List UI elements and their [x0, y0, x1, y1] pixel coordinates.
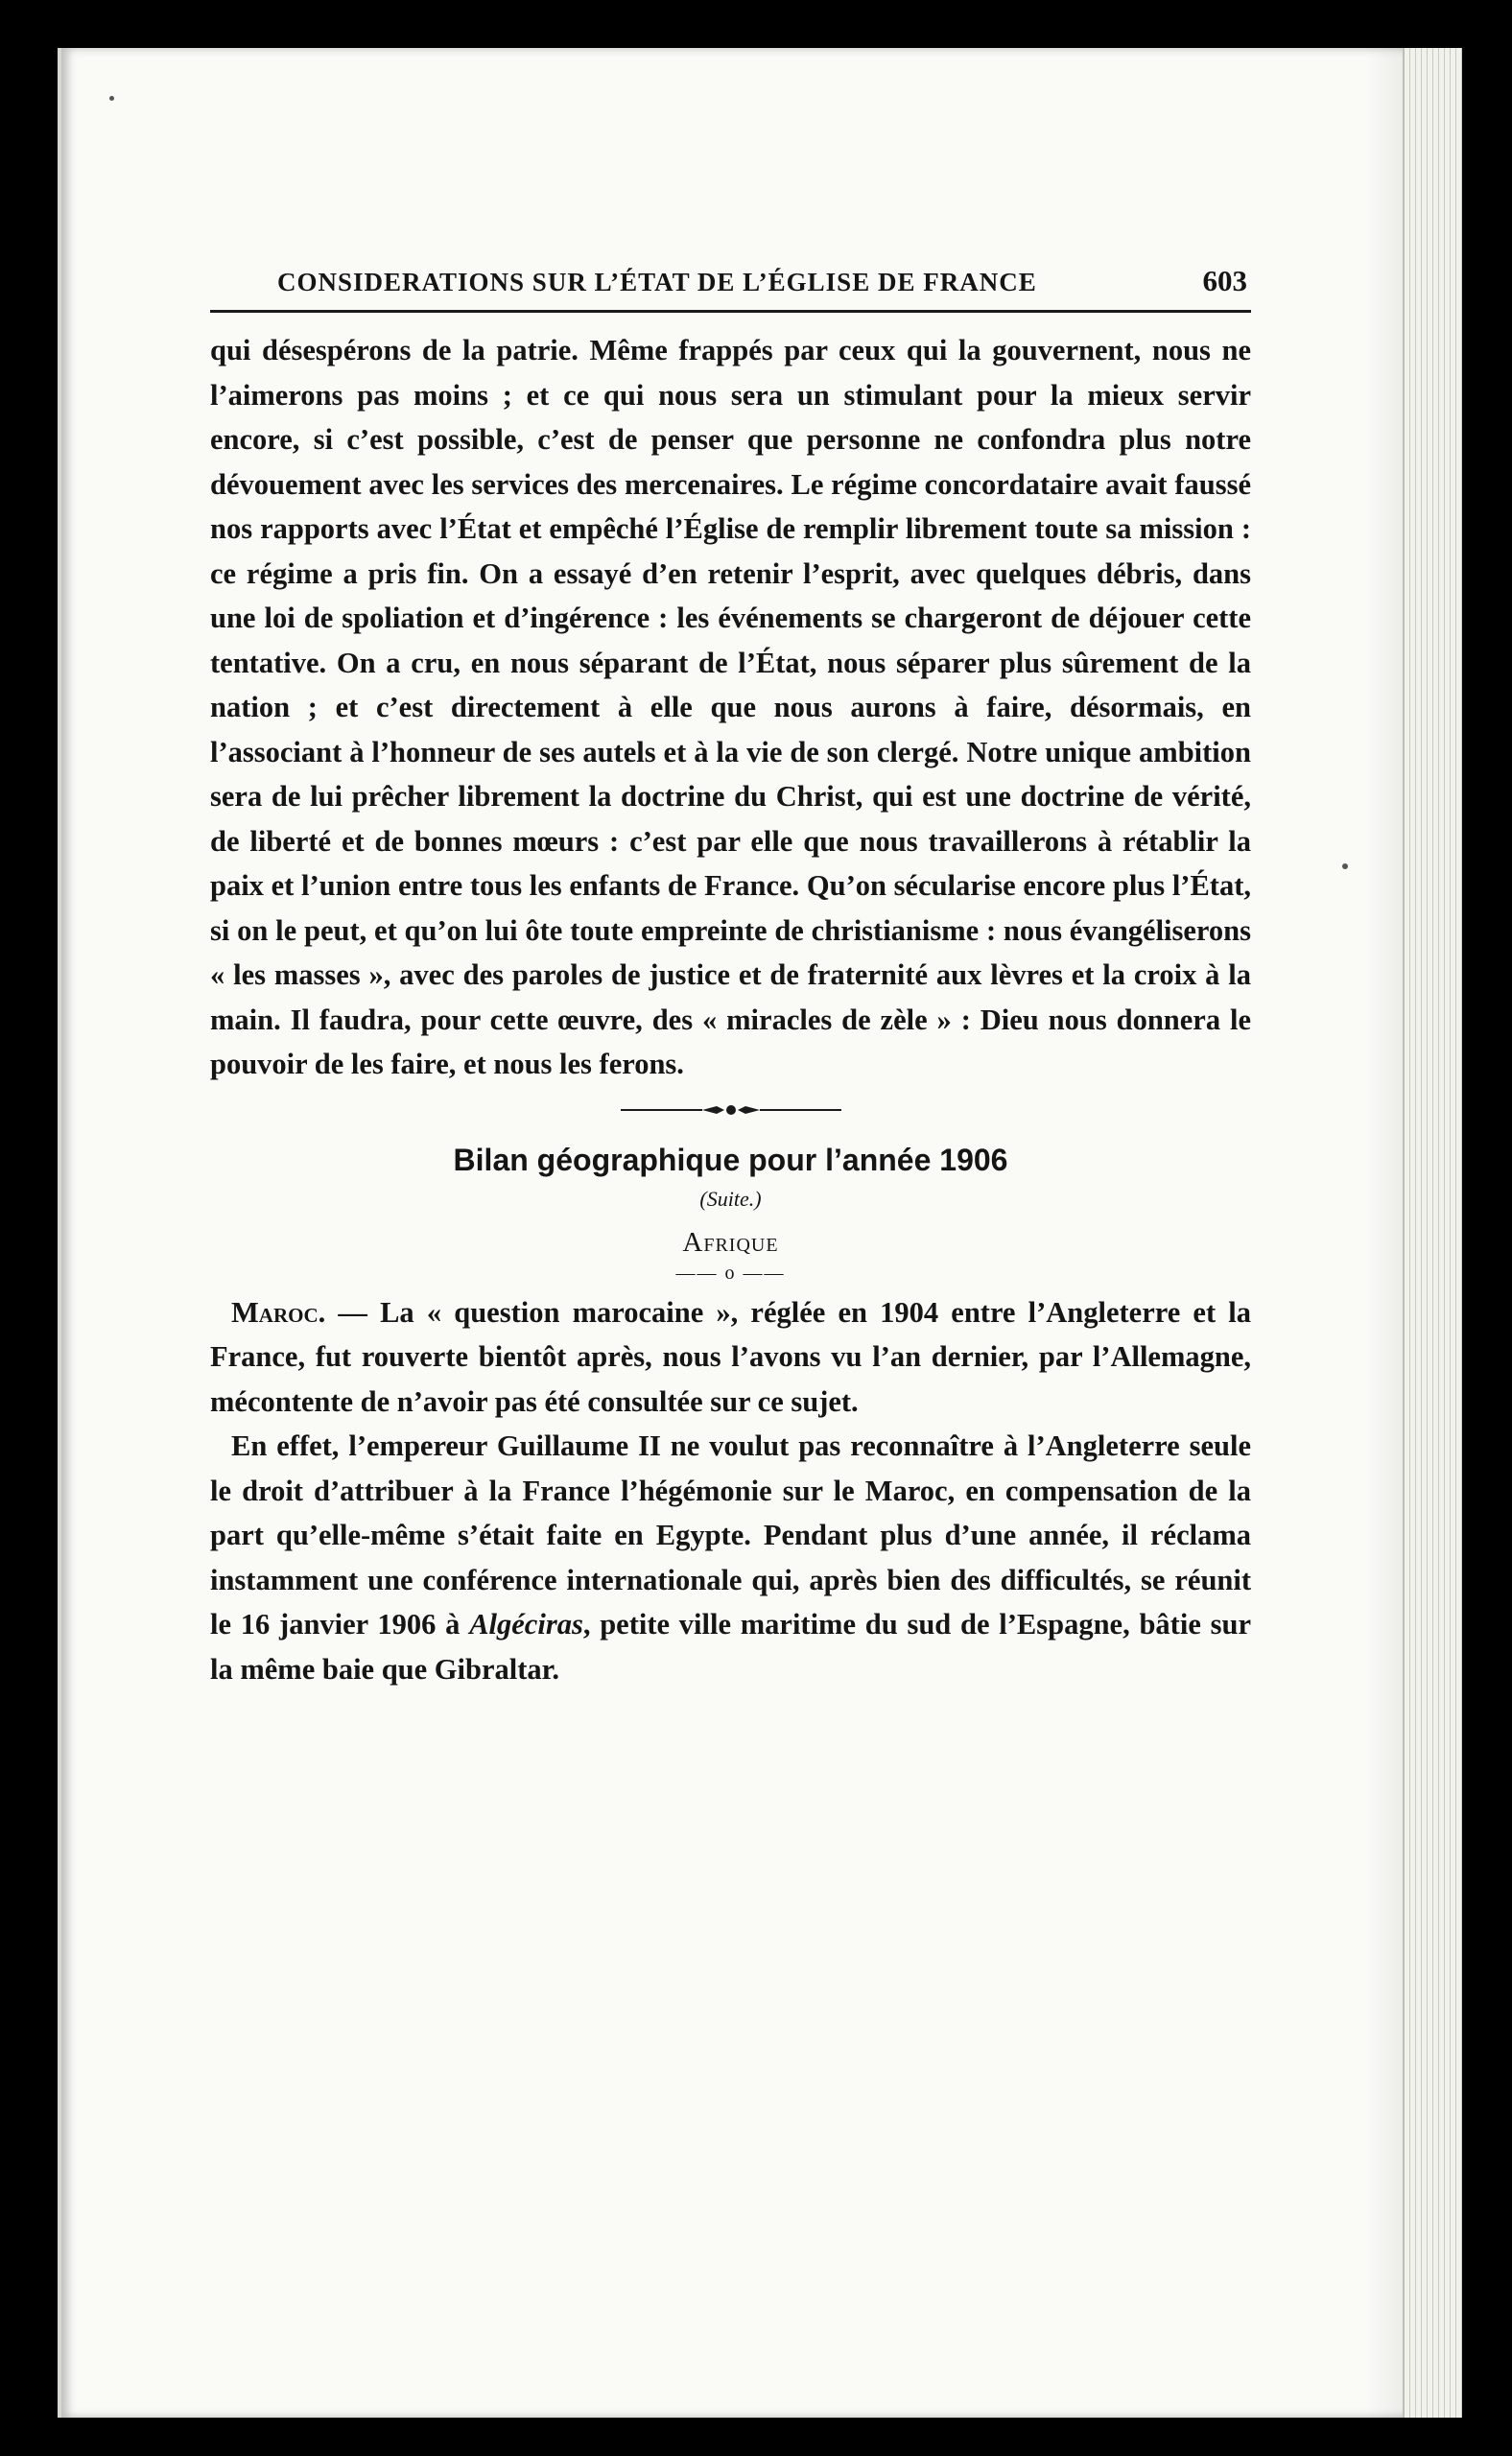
running-head-title: CONSIDERATIONS SUR L’ÉTAT DE L’ÉGLISE DE FRANCE	[277, 268, 1037, 296]
page-edges	[1403, 48, 1462, 2418]
body-text-maroc	[210, 1290, 1251, 1692]
small-separator: —— o ——	[675, 1262, 786, 1284]
section-subtitle: (Suite.)	[699, 1186, 762, 1211]
gutter-shadow	[1366, 48, 1405, 2418]
page-content	[210, 264, 1251, 1691]
section-title: Bilan géographique pour l’année 1906	[453, 1142, 1008, 1177]
paragraph-algeciras	[210, 1424, 1251, 1691]
scan-speck	[1342, 863, 1348, 869]
scan-speck	[109, 96, 114, 101]
place-name: Algéciras	[469, 1608, 583, 1641]
paragraph-algeciras-tail: , petite ville maritime du sud de l’Espagne, bâtie sur la même baie que Gibraltar.	[210, 1608, 1251, 1686]
paragraph-lead: Maroc.	[231, 1295, 326, 1329]
ornament-divider-icon	[621, 1102, 841, 1118]
ornament-divider	[210, 1102, 1251, 1118]
paragraph-algeciras-text: En effet, l’empereur Guillaume II ne voulut pas reconnaître à l’Angleterre seule le droit d’attribuer à la France l’hégémonie sur le Maroc, en compensation de la part qu’elle-même s’était faite en Egypte. Pendant plus d’une année, il réclama instamment une conférence internationale qui, après bien des difficultés, se réunit le 16 janvier 1906 à	[210, 1429, 1251, 1641]
page-number: 603	[1202, 264, 1247, 297]
paragraph-continuation: qui désespérons de la patrie. Même frappés par ceux qui la gouvernent, nous ne l’aimerons pas moins ; et ce qui nous sera un stimulant pour la mieux servir encore, si c’est possible, c’est de penser que personne ne confondra plus notre dévouement avec les services des mercenaires. Le régime concordataire avait faussé nos rapports avec l’État et empêché l’Église de remplir librement toute sa mission : ce régime a pris fin. On a essayé d’en retenir l’esprit, avec quelques débris, dans une loi de spoliation et d’ingérence : les événements se chargeront de déjouer cette tentative. On a cru, en nous séparant de l’État, nous séparer plus sûrement de la nation ; et c’est directement à elle que nous aurons à faire, désormais, en l’associant à l’honneur de ses autels et à la vie de son clergé. Notre unique ambition sera de lui prêcher librement la doctrine du Christ, qui est une doctrine de vérité, de liberté et de bonnes mœurs : c’est par elle que nous travaillerons à rétablir la paix et l’union entre tous les enfants de France. Qu’on sécularise encore plus l’État, si on le peut, et qu’on lui ôte toute empreinte de christianisme : nous évangéliserons « les masses », avec des paroles de justice et de fraternité aux lèvres et la croix à la main. Il faudra, pour cette œuvre, des « miracles de zèle » : Dieu nous donnera le pouvoir de les faire, et nous les ferons.	[210, 334, 1251, 1080]
book-page	[58, 48, 1462, 2418]
paragraph-maroc-text: — La « question marocaine », réglée en 1904 entre l’Angleterre et la France, fut rouverte bientôt après, nous l’avons vu l’an dernier, par l’Allemagne, mécontente de n’avoir pas été consultée sur ce sujet.	[210, 1295, 1251, 1418]
running-head	[210, 264, 1251, 313]
section-region-heading: Afrique	[682, 1226, 779, 1258]
paragraph-maroc	[210, 1290, 1251, 1425]
body-text	[210, 328, 1251, 1087]
